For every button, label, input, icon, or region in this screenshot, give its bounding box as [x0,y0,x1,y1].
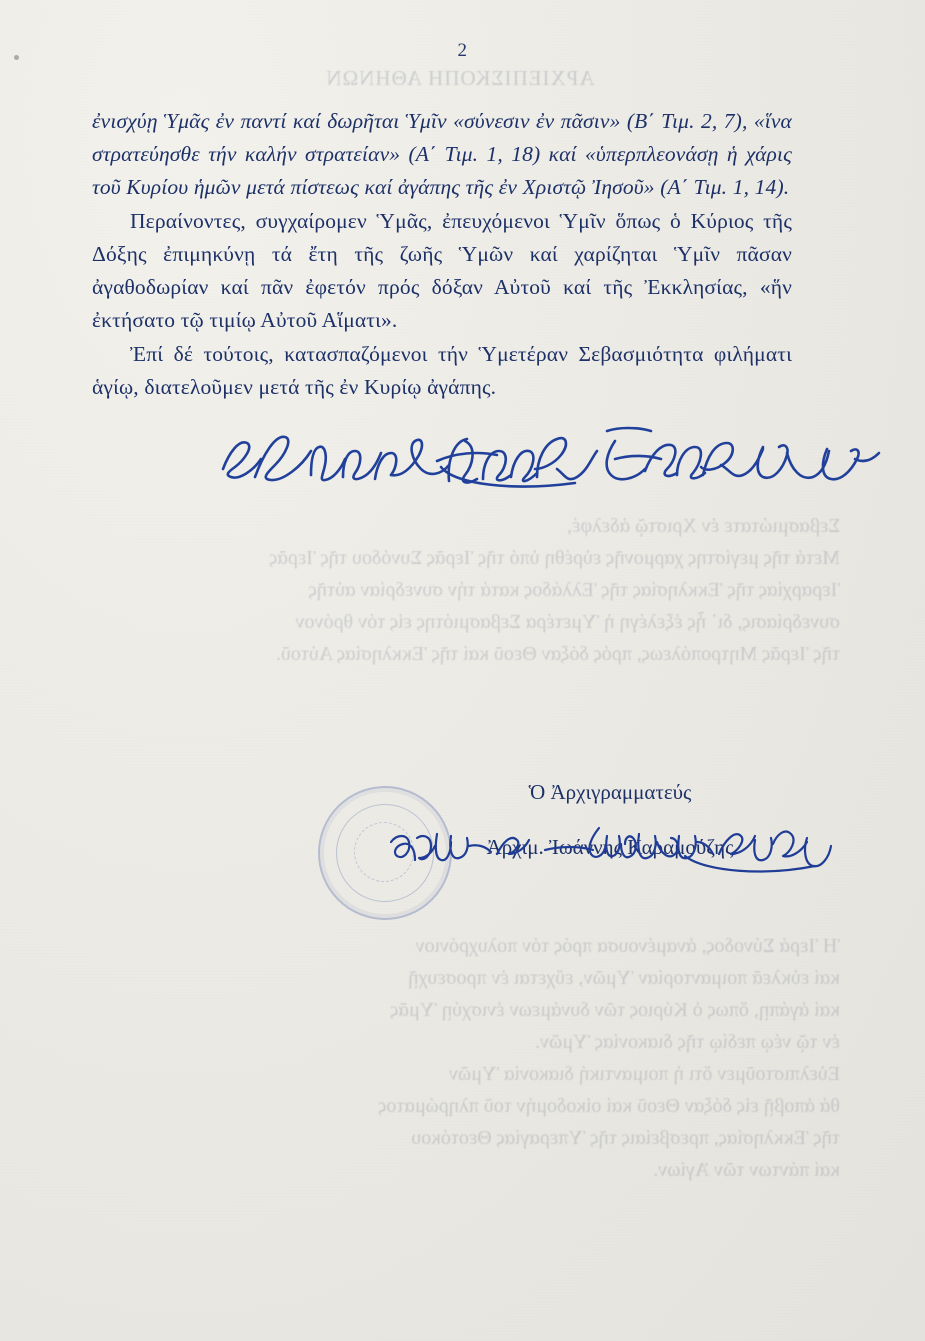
showthrough-line: Ἡ Ἱερά Σύνοδος, ἀναμένουσα πρός τόν πολυχρόνιον [415,935,840,957]
paragraph-3: Ἐπί δέ τούτοις, κατασπαζόμενοι τήν Ὑμετέραν Σεβασμιότητα φιλήματι ἁγίῳ, διατελοῦμεν μετά τῆς ἐν Κυρίῳ ἀγάπης. [92,342,792,399]
showthrough-block-2 [80,930,840,1186]
showthrough-line: Μετά τῆς μεγίστης χαρμονῆς εὑρέθη ὑπό τῆς Ἱερᾶς Συνόδου τῆς Ἱερᾶς [269,547,840,569]
showthrough-line: θά ἀποβῇ εἰς δόξαν Θεοῦ καί οἰκοδομήν τοῦ πληρώματος [378,1095,840,1117]
showthrough-line: Ἱεραρχίας τῆς Ἐκκλησίας τῆς Ἑλλάδος κατά τήν συνεδρίαν αὐτῆς [308,579,840,601]
showthrough-line: τῆς Ἱερᾶς Μητροπόλεως, πρός δόξαν Θεοῦ καί τῆς Ἐκκλησίας Αὐτοῦ. [275,643,840,665]
showthrough-block-1 [80,510,840,670]
showthrough-line: Σεβασμιώτατε ἐν Χριστῷ ἀδελφέ, [567,515,840,537]
president-signature [215,425,885,495]
secretary-signature [385,820,835,880]
showthrough-line: καί ἀγάπῃ, ὅπως ὁ Κύριος τῶν δυνάμεων ἐνισχύῃ Ὑμᾶς [390,999,840,1021]
showthrough-line: ἐν τῷ νέῳ πεδίῳ τῆς διακονίας Ὑμῶν. [535,1031,840,1053]
secretary-title: Ὁ Ἀρχιγραμματεύς [528,780,692,804]
showthrough-line: Εὐελπιστοῦμεν ὅτι ἡ ποιμαντική διακονία Ὑμῶν [448,1063,840,1085]
showthrough-line: καί εὐκλεᾶ ποιμαντορίαν Ὑμῶν, εὔχεται ἐν προσευχῇ [408,967,840,989]
paragraph-1: ἐνισχύῃ Ὑμᾶς ἐν παντί καί δωρῆται Ὑμῖν «σύνεσιν ἐν πᾶσιν» (Β΄ Τιμ. 2, 7), «ἵνα στρατεύησθε τήν καλήν στρατείαν» (Α΄ Τιμ. 1, 18) καί «ὑπερπλεονάσῃ ἡ χάρις τοῦ Κυρίου ἡμῶν μετά πίστεως καί ἀγάπης τῆς ἐν Χριστῷ Ἰησοῦ» (Α΄ Τιμ. 1, 14). [92,109,792,199]
showthrough-line: καί πάντων τῶν Ἁγίων. [653,1159,840,1181]
paragraph-2: Περαίνοντες, συγχαίρομεν Ὑμᾶς, ἐπευχόμενοι Ὑμῖν ὅπως ὁ Κύριος τῆς Δόξης ἐπιμηκύνῃ τά ἔτη τῆς ζωῆς Ὑμῶν καί χαρίζηται Ὑμῖν πᾶσαν ἀγαθοδωρίαν καί πᾶν ἐφετόν πρός δόξαν Αὐτοῦ καί τῆς Ἐκκλησίας, «ἥν ἐκτήσατο τῷ τιμίῳ Αὐτοῦ Αἵματι». [92,209,792,332]
showthrough-title: ΑΡΧΙΕΠΙΣΚΟΠΗ ΑΘΗΝΩΝ [325,66,595,90]
showthrough-line: συνεδρίασις, δι᾿ ἧς ἐξελέγη ἡ Ὑμετέρα Σεβασμιότης εἰς τόν θρόνον [295,611,840,633]
document-body [92,105,792,404]
page-number: 2 [457,40,468,61]
seal-inner-ring [354,822,414,882]
secretary-name: Ἀρχιμ. Ἰωάννης Καραμούζης [486,835,734,859]
showthrough-line: τῆς Ἐκκλησίας, πρεσβείαις τῆς Ὑπεραγίας Θεοτόκου [411,1127,840,1149]
official-seal-stamp [318,786,452,920]
